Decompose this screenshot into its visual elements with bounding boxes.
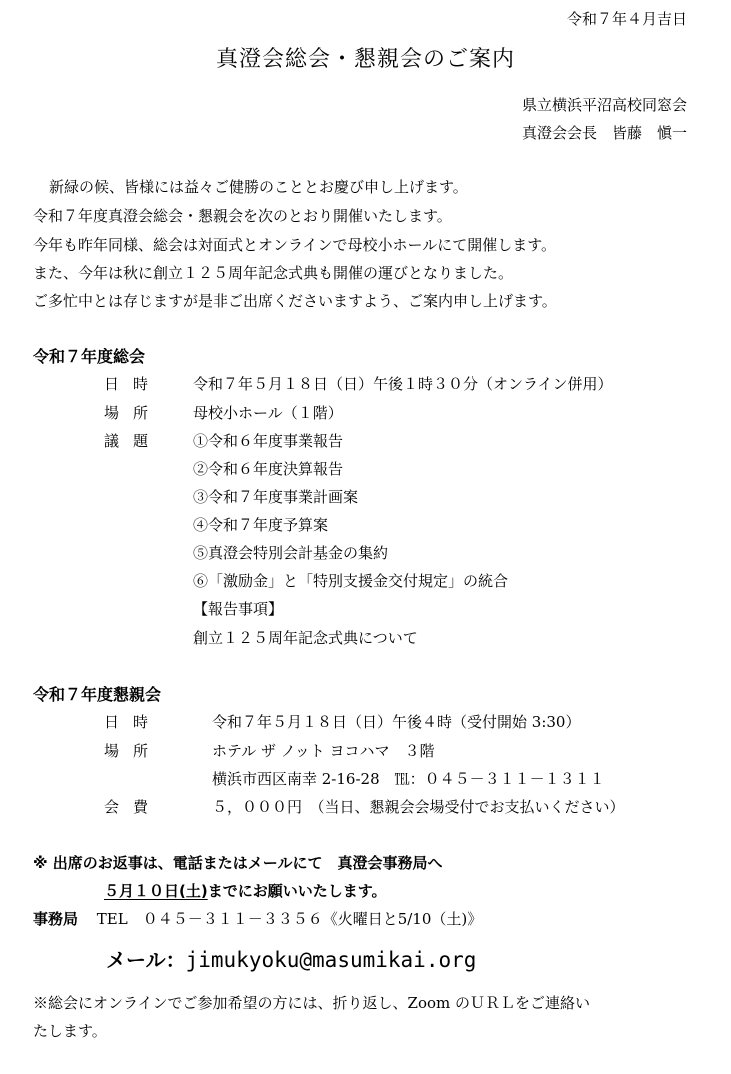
intro-line: また、今年は秋に創立１２５周年記念式典も開催の運びとなりました。 xyxy=(33,264,514,282)
gm-agenda-label: 議題 xyxy=(104,432,163,450)
page-title: 真澄会総会・懇親会のご案内 xyxy=(215,47,515,72)
office-tel: TEL ０４５－３１１－３３５６《火曜日と5/10（土)》 xyxy=(96,910,483,928)
intro-line: 令和７年度真澄会総会・懇親会を次のとおり開催いたします。 xyxy=(33,207,452,225)
gm-place-label: 場所 xyxy=(104,404,163,422)
social-place-label: 場所 xyxy=(104,742,163,760)
footer-note: ※総会にオンラインでご参加希望の方には、折り返し、Zoom のＵＲＬをご連絡い xyxy=(33,994,591,1012)
agenda-item: ④令和７年度予算案 xyxy=(193,516,329,534)
organization-name: 県立横浜平沼高校同窓会 xyxy=(521,96,687,114)
email-address[interactable]: jimukyoku@masumikai.org xyxy=(185,948,477,972)
email-label: メール： xyxy=(106,948,186,972)
footer-note-cont: たします。 xyxy=(33,1022,107,1040)
rsvp-deadline xyxy=(104,880,387,901)
office-label: 事務局 xyxy=(33,910,79,928)
report-heading: 【報告事項】 xyxy=(193,600,284,618)
intro-line: 新緑の候、皆様には益々ご健勝のこととお慶び申し上げます。 xyxy=(49,178,468,196)
president-name: 真澄会会長 皆藤 愼一 xyxy=(521,124,687,142)
general-meeting-heading: 令和７年度総会 xyxy=(33,347,146,366)
deadline-suffix: までにお願いいたします。 xyxy=(207,882,387,900)
gm-place-value: 母校小ホール（１階） xyxy=(193,404,343,422)
report-item: 創立１２５周年記念式典について xyxy=(193,629,418,647)
social-heading: 令和７年度懇親会 xyxy=(33,685,162,704)
agenda-item: ③令和７年度事業計画案 xyxy=(193,488,359,506)
social-place-value: ホテル ザ ノット ヨコハマ ３階 xyxy=(212,742,435,760)
office-contact xyxy=(33,908,482,929)
intro-line: ご多忙中とは存じますが是非ご出席くださいますよう、ご案内申し上げます。 xyxy=(33,292,557,310)
issue-date: 令和７年４月吉日 xyxy=(566,10,687,28)
rsvp-notice: ※ 出席のお返事は、電話またはメールにて 真澄会事務局へ xyxy=(33,854,443,872)
intro-line: 今年も昨年同様、総会は対面式とオンラインで母校小ホールにて開催します。 xyxy=(33,236,557,254)
agenda-item: ⑥「激励金」と「特別支援金交付規定」の統合 xyxy=(193,572,509,590)
social-date-value: 令和７年５月１８日（日）午後４時（受付開始 3:30） xyxy=(212,713,581,731)
email-line xyxy=(106,944,476,973)
deadline-date: ５月１０日(土) xyxy=(104,882,208,900)
agenda-item: ①令和６年度事業報告 xyxy=(193,432,344,450)
social-address: 横浜市西区南幸 2-16-28 ℡：０４５－３１１－１３１１ xyxy=(212,770,605,788)
social-fee-value: ５，０００円 （当日、懇親会会場受付でお支払いください） xyxy=(212,798,625,816)
agenda-item: ②令和６年度決算報告 xyxy=(193,460,344,478)
gm-date-value: 令和７年５月１８日（日）午後１時３０分（オンライン併用） xyxy=(193,375,613,393)
social-date-label: 日時 xyxy=(104,713,163,731)
gm-date-label: 日時 xyxy=(104,375,163,393)
social-fee-label: 会費 xyxy=(104,798,163,816)
agenda-item: ⑤真澄会特別会計基金の集約 xyxy=(193,544,389,562)
